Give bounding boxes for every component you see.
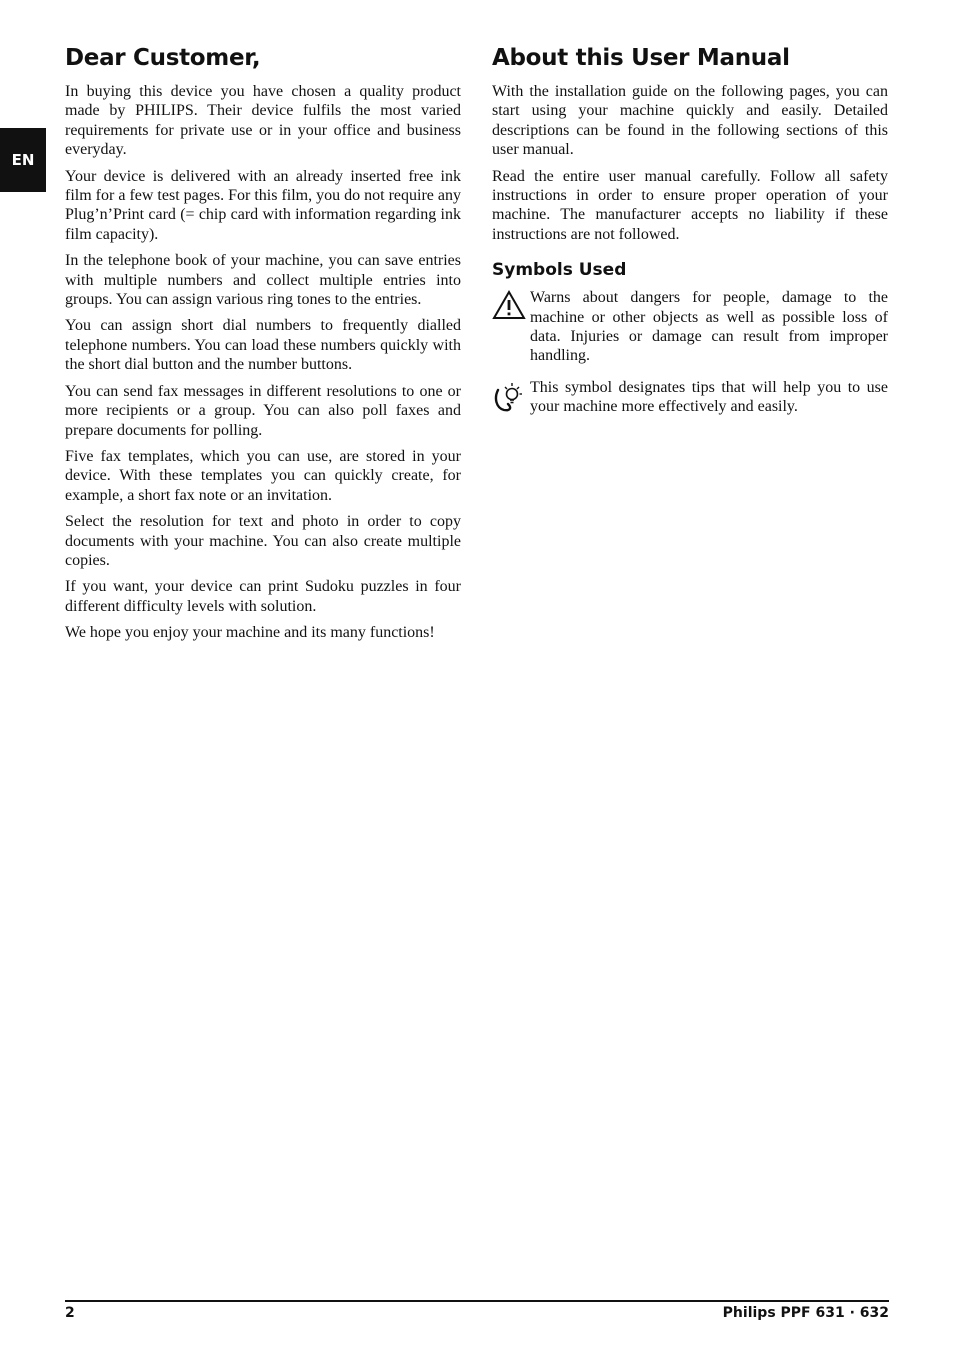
symbol-entry-tip [492,378,888,419]
paragraph: If you want, your device can print Sudoku puzzles in four different difficulty levels with solution. [65,578,461,615]
language-tab: EN [0,128,46,192]
about-manual-heading: About this User Manual [492,45,790,71]
paragraph: We hope you enjoy your machine and its many functions! [65,624,435,642]
paragraph: You can send fax messages in different resolutions to one or more recipients or a group. You can also poll faxes and prepare documents for polling. [65,382,461,439]
paragraph: You can assign short dial numbers to frequently dialled telephone numbers. You can load these numbers quickly with the short dial button and the number buttons. [65,317,461,374]
left-column [65,42,461,650]
dear-customer-heading: Dear Customer, [65,45,261,71]
footer-rule [65,1300,889,1302]
paragraph: In buying this device you have chosen a quality product made by PHILIPS. Their device fulfils the most varied requirements for private use or in your office and business everyday. [65,83,461,159]
right-column [492,42,888,431]
symbols-used-heading: Symbols Used [492,260,627,281]
symbol-entry-warning [492,288,888,366]
tip-lightbulb-icon [492,378,530,419]
warning-triangle-icon [492,288,530,325]
product-name: Philips PPF 631 · 632 [722,1305,889,1321]
symbol-description: This symbol designates tips that will help you to use your machine more effectively and easily. [530,378,888,416]
symbol-description: Warns about dangers for people, damage to the machine or other objects as well as possible loss of data. Injuries or damage can result from improper handling. [530,289,888,365]
page-number: 2 [65,1305,75,1321]
paragraph: In the telephone book of your machine, you can save entries with multiple numbers and collect multiple entries into groups. You can assign various ring tones to the entries. [65,252,461,309]
paragraph: Five fax templates, which you can use, are stored in your device. With these templates you can quickly create, for example, a short fax note or an invitation. [65,447,461,504]
paragraph: With the installation guide on the following pages, you can start using your machine quickly and easily. Detailed descriptions can be found in the following sections of this user manual. [492,83,888,159]
paragraph: Select the resolution for text and photo in order to copy documents with your machine. You can also create multiple copies. [65,513,461,569]
paragraph: Read the entire user manual carefully. Follow all safety instructions in order to ensure proper operation of your machine. The manufacturer accepts no liability if these instructions are not followed. [492,167,888,243]
paragraph: Your device is delivered with an already inserted free ink film for a few test pages. For this film, you do not require any Plug’n’Print card (= chip card with information regarding ink film capacity). [65,167,461,243]
